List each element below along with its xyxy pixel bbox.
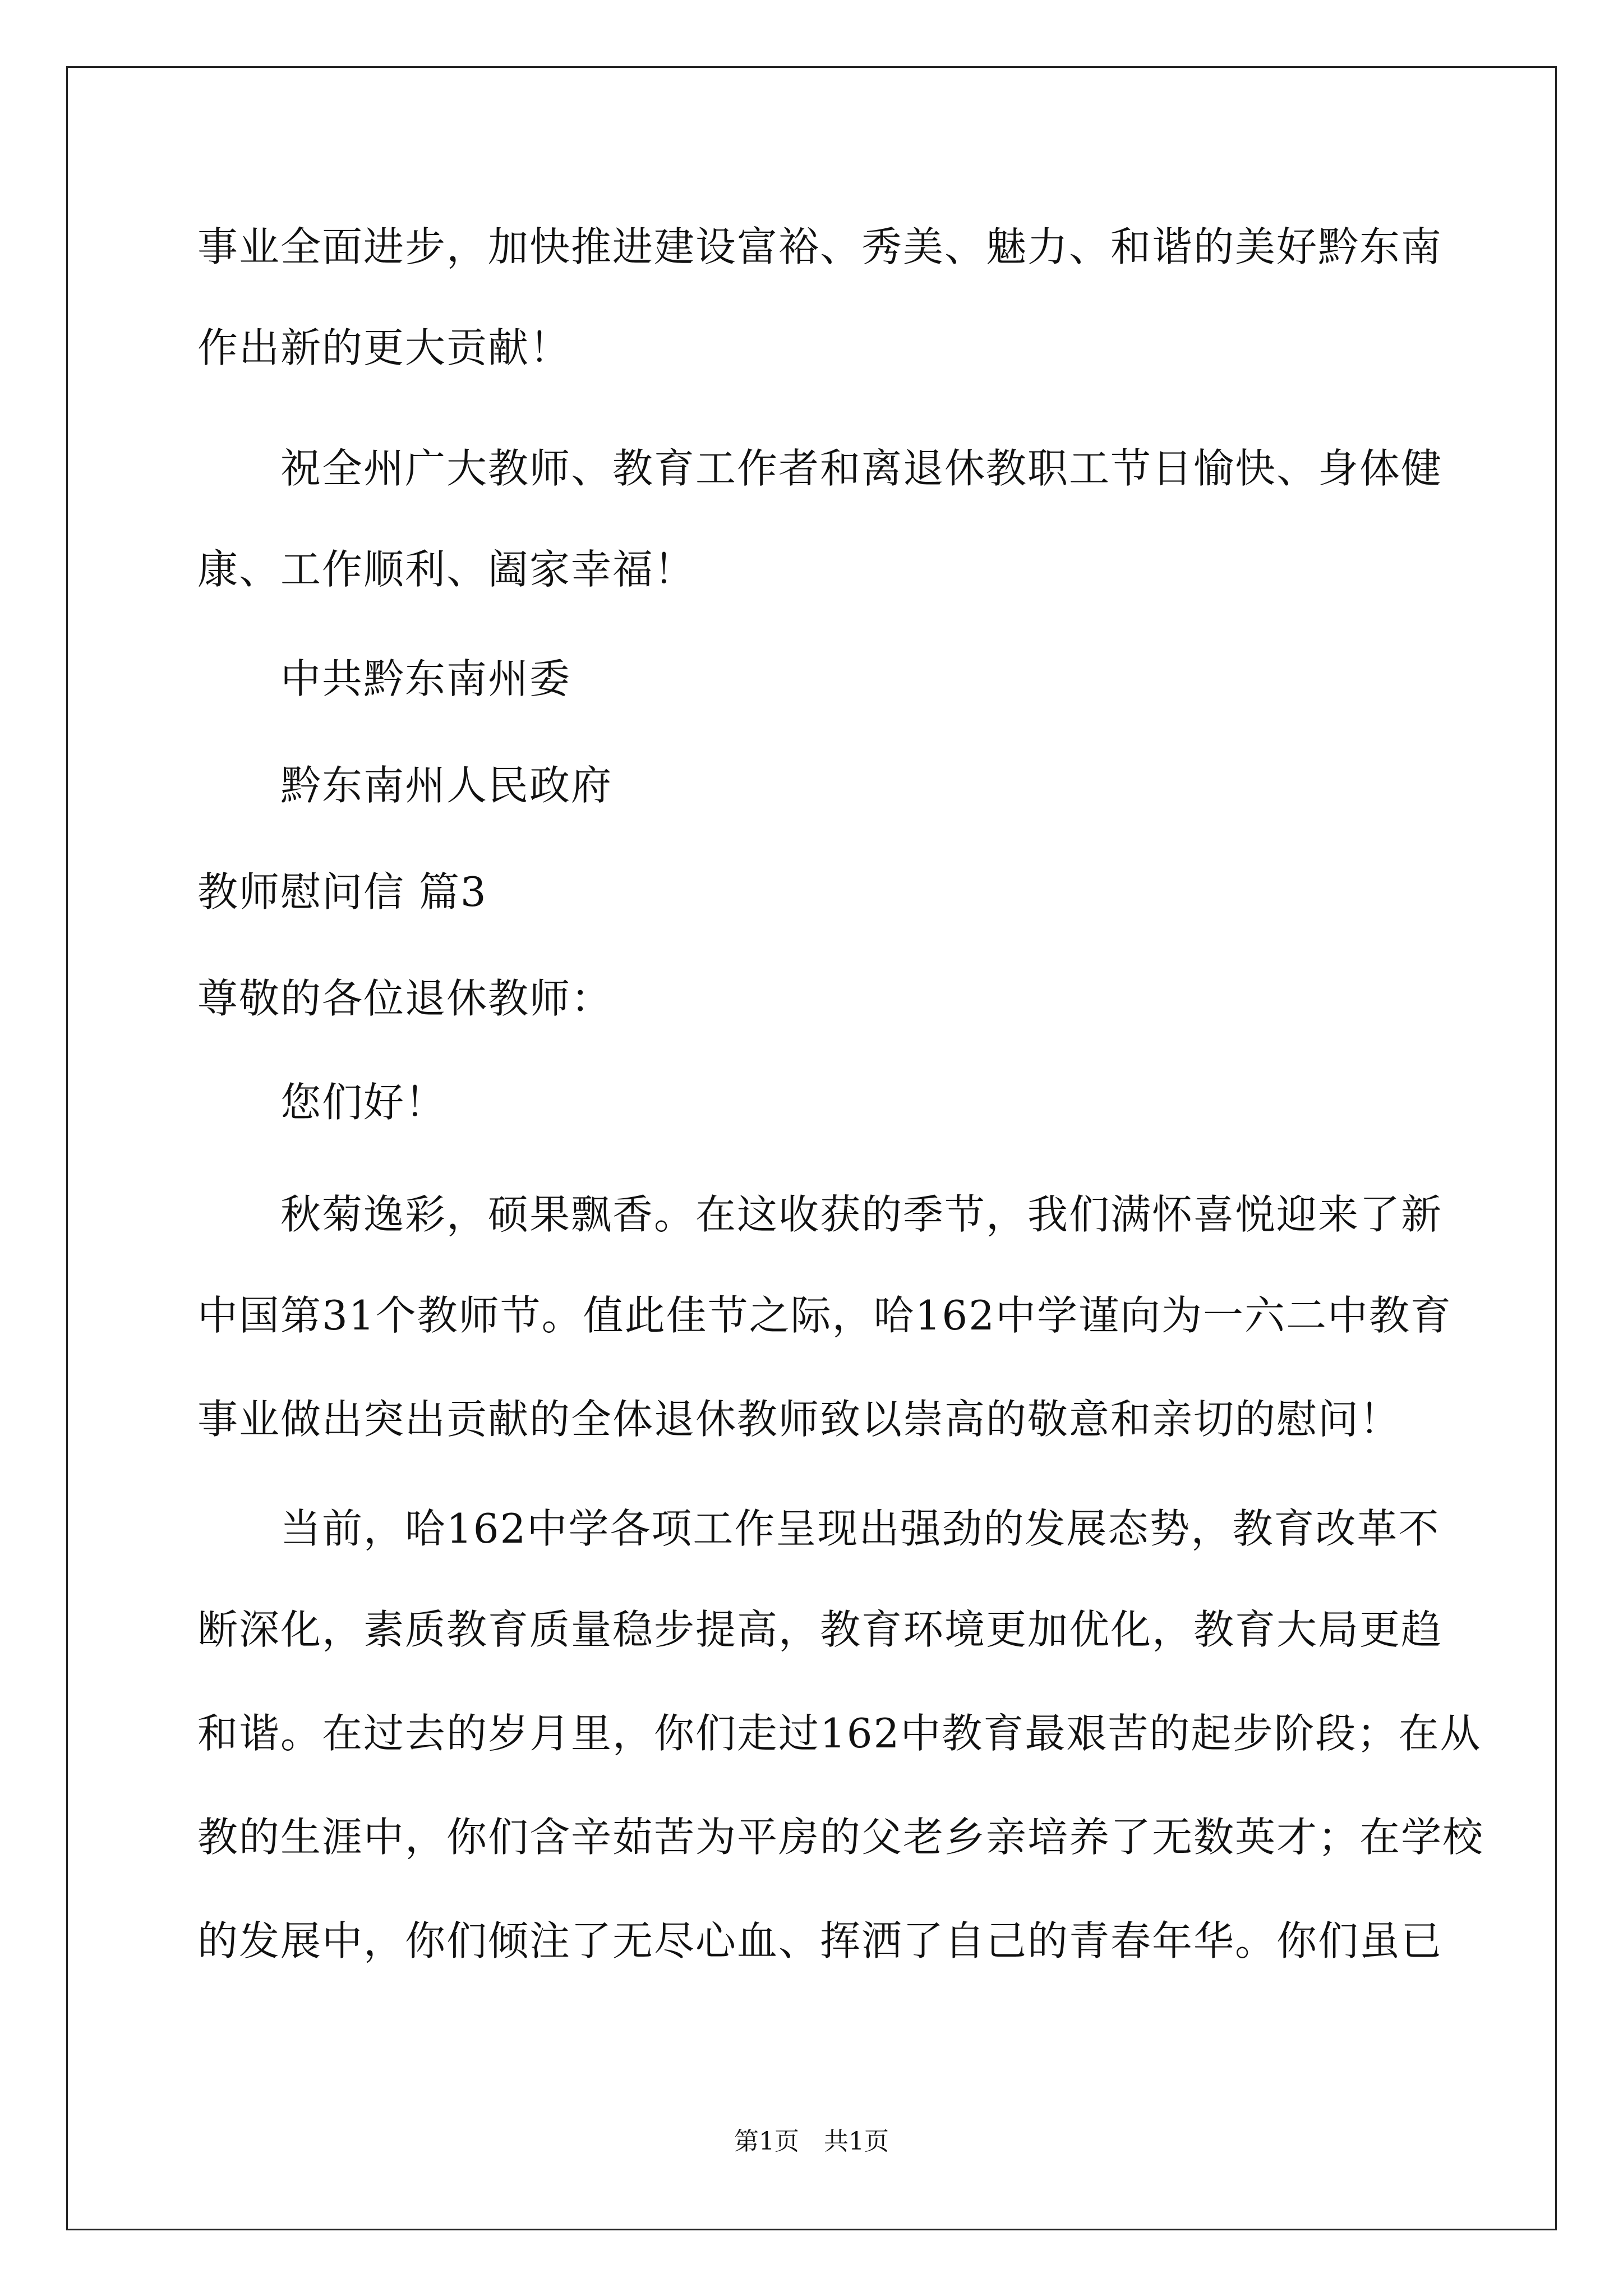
greeting: 您们好！ [280,1079,447,1126]
page-number-footer: 第1页 共1页 [734,2127,889,2156]
salutation: 尊敬的各位退休教师： [197,975,613,1022]
body-line-10: 秋菊逸彩，硕果飘香。在这收获的季节，我们满怀喜悦迎来了新 [280,1191,1443,1238]
body-line-2: 作出新的更大贡献！ [197,324,571,371]
signature-party-committee: 中共黔东南州委 [280,655,571,702]
body-line-16: 教的生涯中，你们含辛茹苦为平房的父老乡亲培养了无数英才；在学校 [197,1814,1484,1861]
page-border [66,66,1557,2230]
body-line-12: 事业做出突出贡献的全体退休教师致以崇高的敬意和亲切的慰问！ [197,1396,1401,1443]
signature-government: 黔东南州人民政府 [280,762,613,809]
body-line-1: 事业全面进步，加快推进建设富裕、秀美、魅力、和谐的美好黔东南 [197,223,1443,270]
body-line-11: 中国第31个教师节。值此佳节之际，哈162中学谨向为一六二中教育 [197,1292,1453,1339]
body-line-17: 的发展中，你们倾注了无尽心血、挥洒了自己的青春年华。你们虽已 [197,1917,1443,1964]
body-line-13: 当前，哈162中学各项工作呈现出强劲的发展态势，教育改革不 [280,1505,1440,1552]
body-line-3: 祝全州广大教师、教育工作者和离退休教职工节日愉快、身体健 [280,445,1443,492]
section-heading: 教师慰问信 篇3 [197,868,487,915]
body-line-4: 康、工作顺利、阖家幸福！ [197,546,696,593]
body-line-15: 和谐。在过去的岁月里，你们走过162中教育最艰苦的起步阶段；在从 [197,1710,1482,1757]
body-line-14: 断深化，素质教育质量稳步提高，教育环境更加优化，教育大局更趋 [197,1606,1443,1653]
